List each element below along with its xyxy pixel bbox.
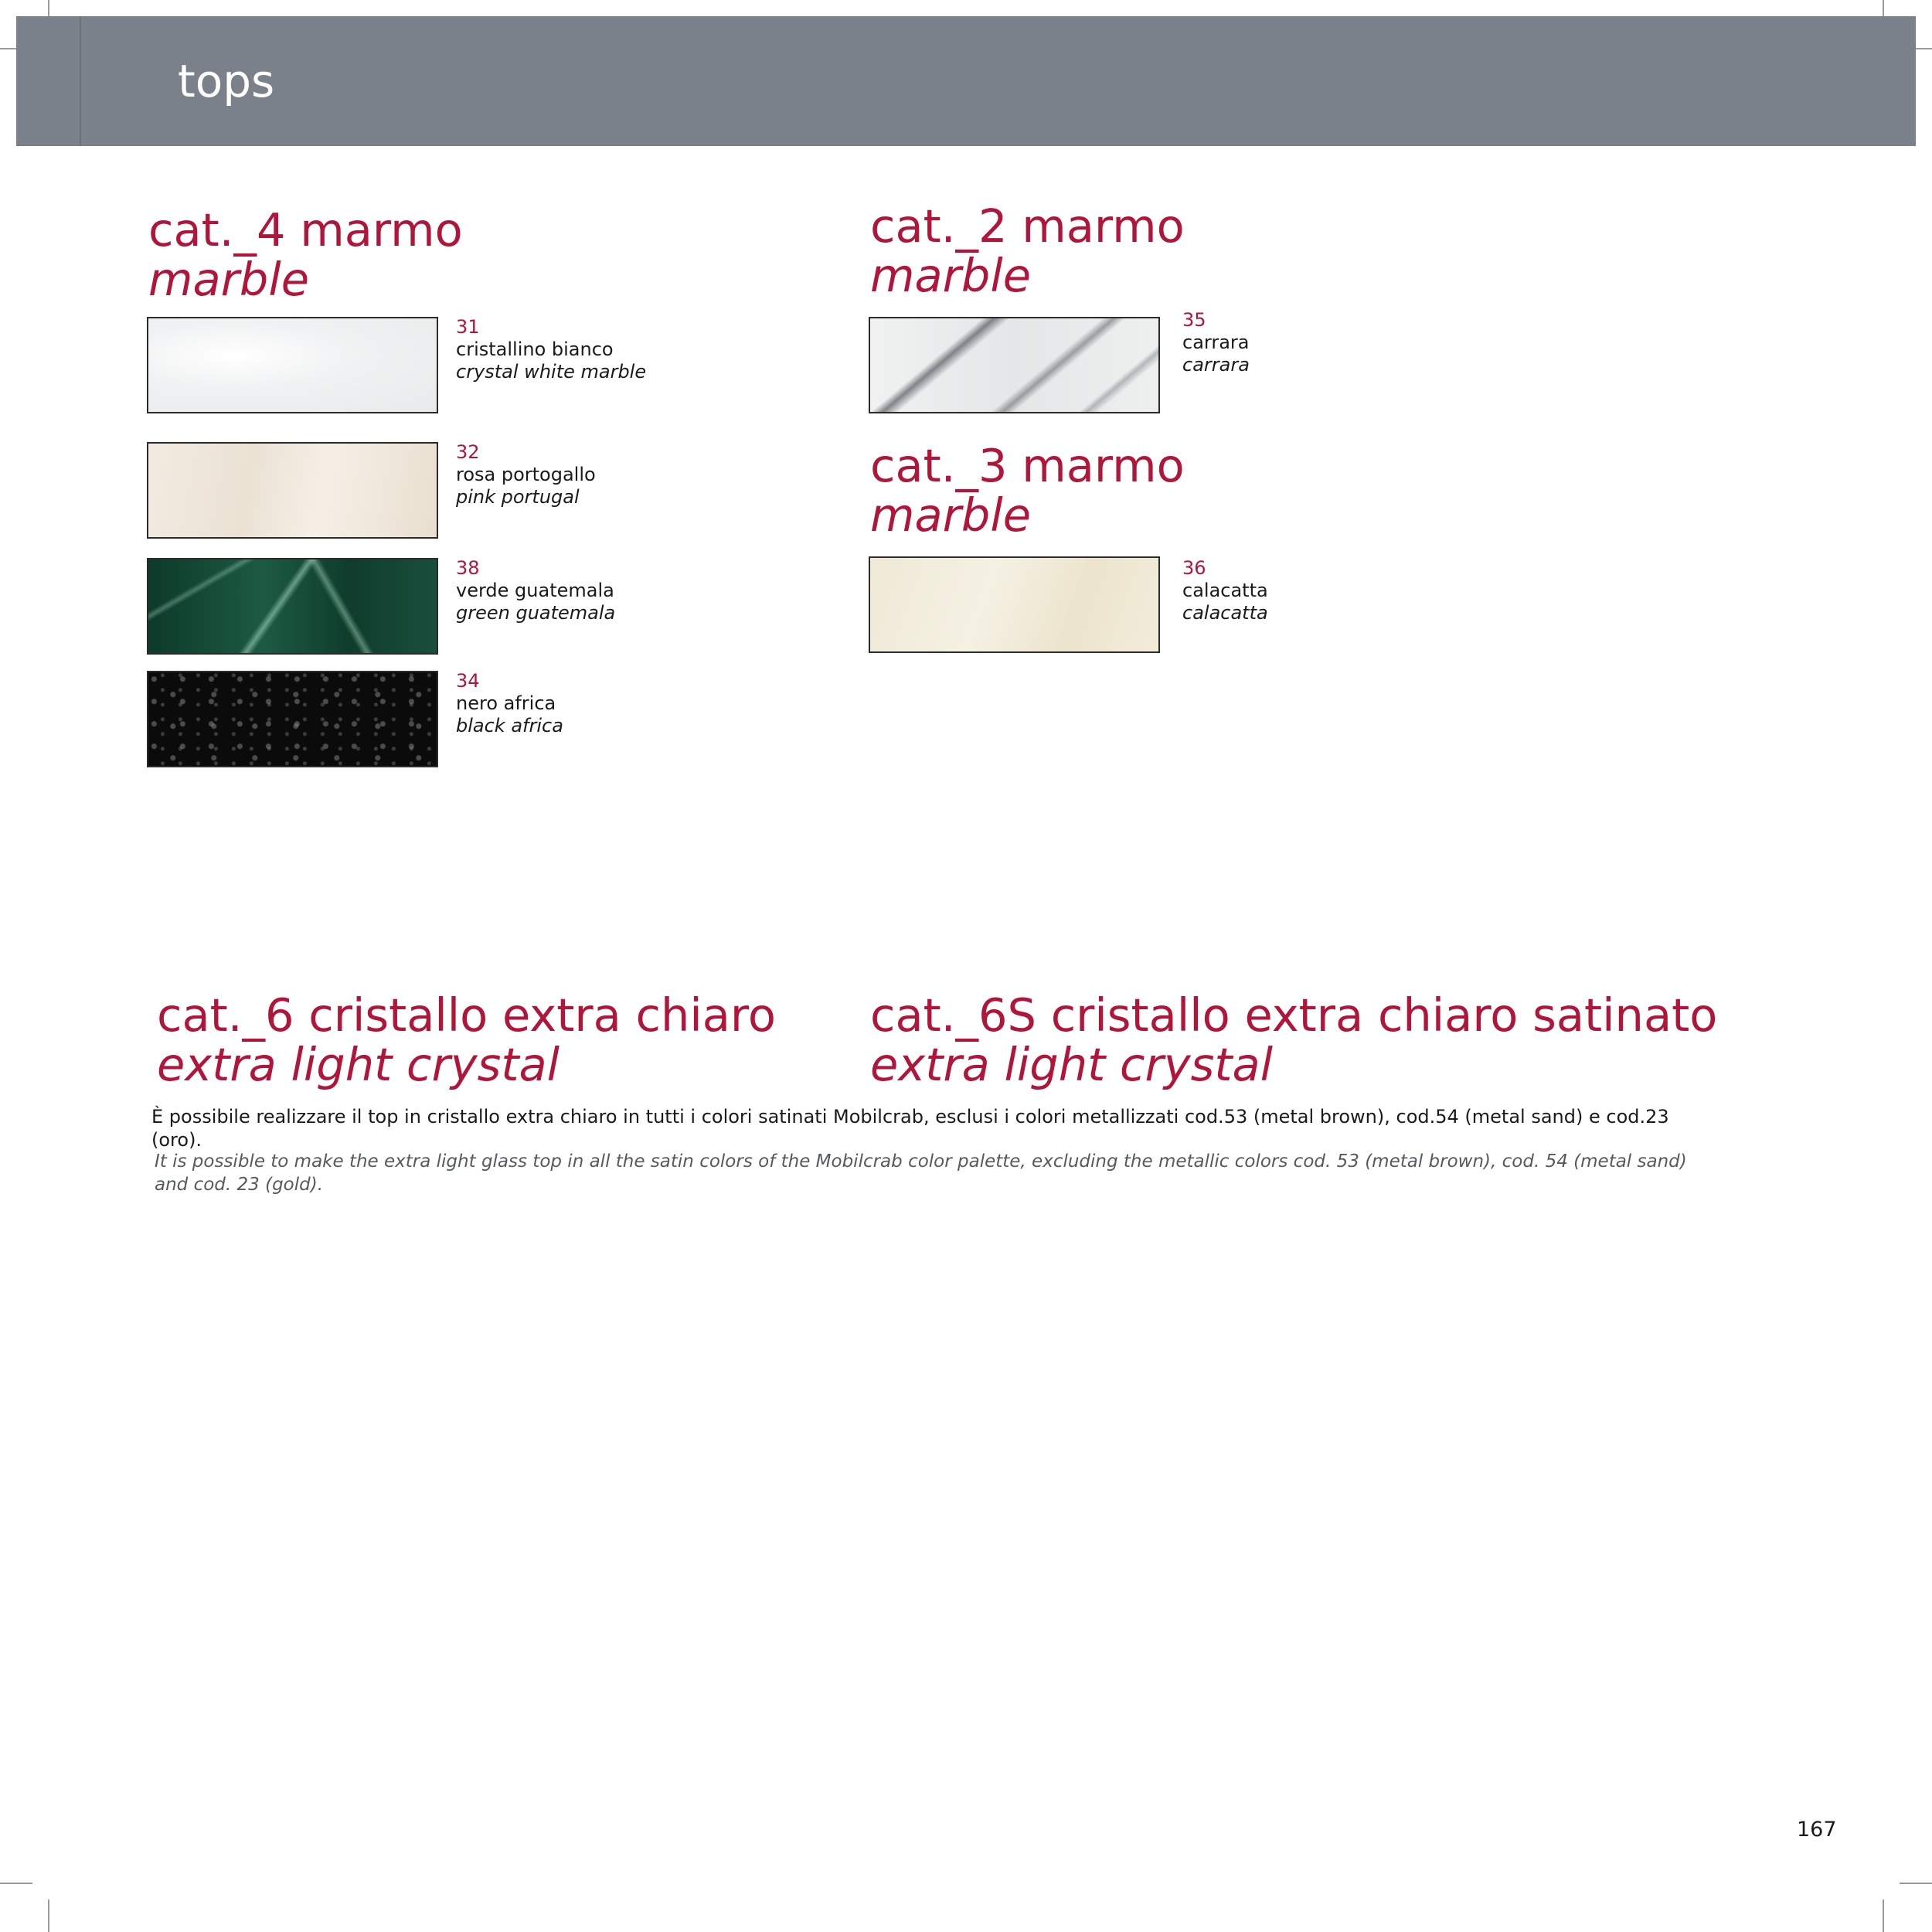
swatch-code: 38 [456, 557, 480, 579]
swatch-name: verde guatemala [456, 580, 614, 601]
section-cat6-heading [157, 988, 776, 1091]
swatch-name: calacatta [1182, 580, 1268, 601]
section-subtitle: marble [870, 488, 1032, 542]
swatch-name-en: calacatta [1182, 602, 1268, 624]
swatch-verde-guatemala [147, 558, 438, 655]
note-italian: È possibile realizzare il top in cristallo extra chiaro in tutti i colori satinati Mobilcrab, esclusi i colori metallizzati cod.53 (metal brown), cod.54 (metal sand) e cod.23 (oro). [151, 1106, 1669, 1151]
swatch-nero-africa [147, 671, 438, 767]
swatch-name-en: crystal white marble [456, 361, 647, 383]
swatch-code: 36 [1182, 557, 1206, 579]
page-title: tops [178, 55, 275, 107]
swatch-name-en: green guatemala [456, 602, 616, 624]
swatch-carrara [869, 317, 1160, 413]
swatch-rosa-portogallo [147, 442, 438, 539]
crop-mark [48, 1900, 49, 1932]
page-number: 167 [1797, 1818, 1837, 1842]
swatch-code: 31 [456, 316, 480, 338]
swatch-name: carrara [1182, 332, 1250, 353]
note-english: It is possible to make the extra light glass top in all the satin colors of the Mobilcrab color palette, excluding the metallic colors cod. 53 (metal brown), cod. 54 (metal sand) and cod. 23 (gold). [155, 1151, 1687, 1195]
section-cat2-heading [870, 199, 1185, 302]
section-title: cat._2 marmo [870, 199, 1185, 253]
swatch-calacatta [869, 556, 1160, 653]
swatch-label [456, 316, 646, 383]
section-title: cat._4 marmo [148, 203, 463, 257]
section-subtitle: extra light crystal [870, 1038, 1274, 1091]
crop-mark [0, 1883, 32, 1884]
swatch-name: cristallino bianco [456, 338, 614, 360]
section-cat4-heading [148, 203, 463, 306]
section-title: cat._3 marmo [870, 439, 1185, 492]
section-title: cat._6S cristallo extra chiaro satinato [870, 988, 1718, 1042]
swatch-label [456, 557, 615, 624]
swatch-label [456, 441, 596, 509]
page-header [16, 16, 1916, 146]
swatch-label [1182, 557, 1268, 624]
swatch-name: nero africa [456, 692, 556, 714]
swatch-cristallino-bianco [147, 317, 438, 413]
section-cat3-heading [870, 441, 1185, 540]
crop-mark [1900, 1883, 1932, 1884]
section-title: cat._6 cristallo extra chiaro [157, 988, 776, 1042]
swatch-label [1182, 309, 1250, 376]
section-subtitle: marble [870, 249, 1032, 302]
swatch-name-en: carrara [1182, 354, 1250, 376]
swatch-code: 34 [456, 670, 480, 692]
section-subtitle: marble [148, 253, 310, 306]
swatch-code: 32 [456, 441, 480, 463]
swatch-label [456, 670, 563, 737]
swatch-code: 35 [1182, 309, 1206, 331]
swatch-name-en: pink portugal [456, 486, 580, 508]
swatch-name-en: black africa [456, 715, 563, 736]
section-subtitle: extra light crystal [157, 1038, 560, 1091]
header-divider [80, 16, 81, 146]
crop-mark [1883, 1900, 1884, 1932]
section-cat6s-heading [870, 988, 1718, 1091]
swatch-name: rosa portogallo [456, 464, 596, 485]
